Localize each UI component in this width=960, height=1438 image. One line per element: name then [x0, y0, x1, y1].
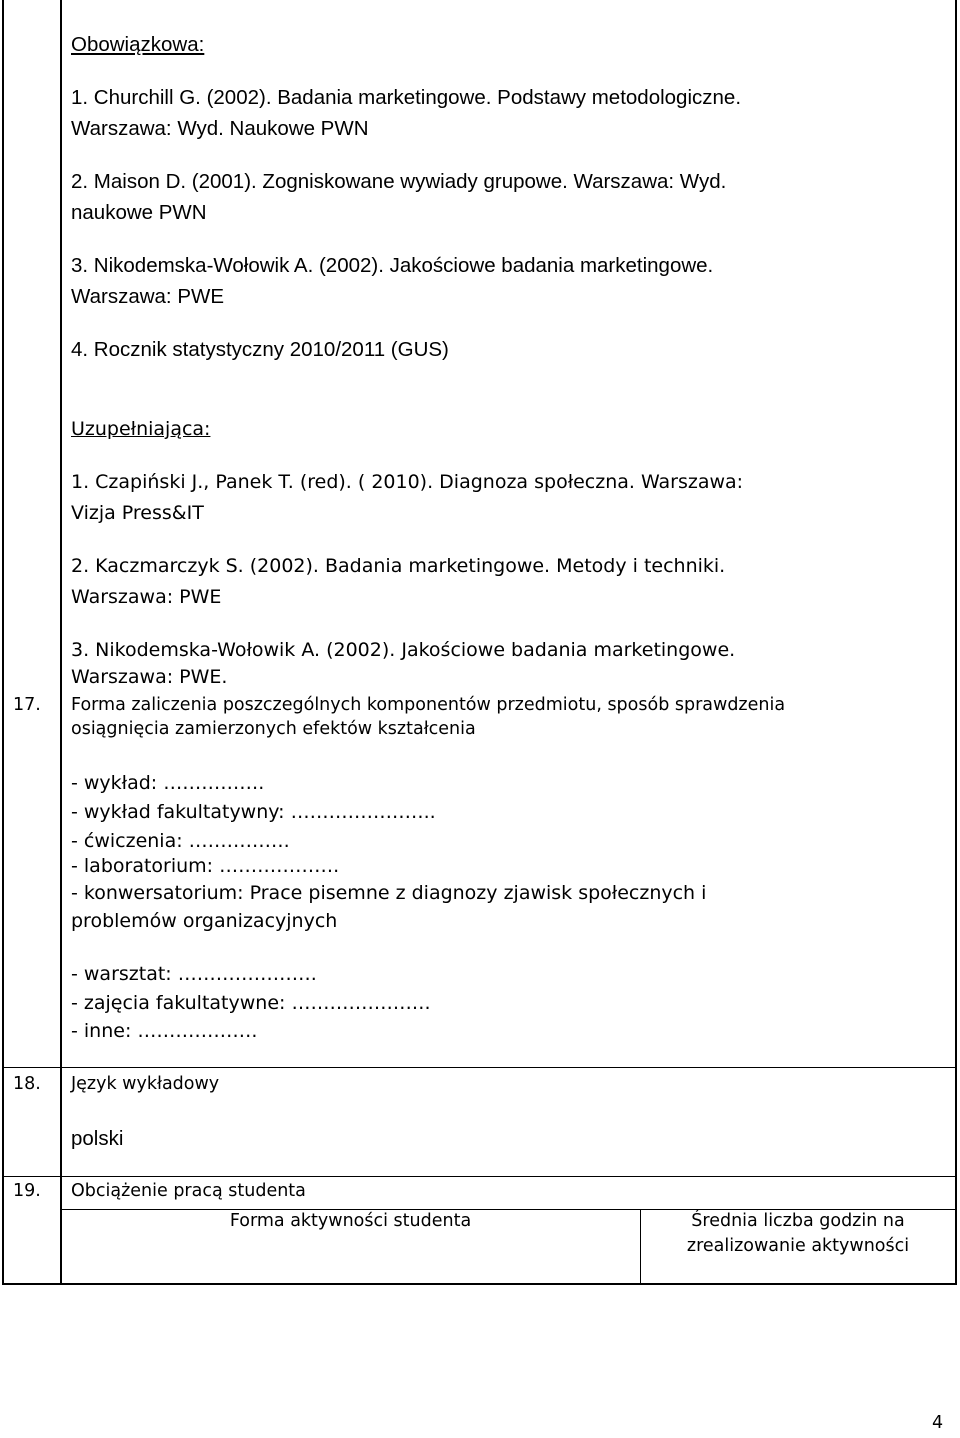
assessment-optional-lecture: - wykład fakultatywny: ………………….. [71, 801, 436, 823]
page-number: 4 [932, 1413, 944, 1433]
supplementary-item-2-line2: Warszawa: PWE [71, 586, 222, 608]
section-17-title-line1: Forma zaliczenia poszczególnych komponentów przedmiotu, sposób sprawdzenia [71, 695, 786, 715]
section-17-number: 17. [13, 695, 41, 715]
assessment-workshop: - warsztat: …………………. [71, 963, 317, 985]
table-border-bottom [2, 1283, 957, 1285]
assessment-optional-classes: - zajęcia fakultatywne: …………………. [71, 992, 431, 1014]
supplementary-item-3-line2: Warszawa: PWE. [71, 666, 228, 688]
mandatory-item-3-line2: Warszawa: PWE [71, 285, 225, 308]
assessment-exercises: - ćwiczenia: ……………. [71, 830, 290, 852]
mandatory-item-1-line1: 1. Churchill G. (2002). Badania marketingowe. Podstawy metodologiczne. [71, 86, 742, 109]
supplementary-item-3-line1: 3. Nikodemska-Wołowik A. (2002). Jakościowe badania marketingowe. [71, 639, 736, 661]
mandatory-item-1-line2: Warszawa: Wyd. Naukowe PWN [71, 117, 369, 140]
mandatory-item-4: 4. Rocznik statystyczny 2010/2011 (GUS) [71, 338, 449, 361]
average-hours-header-line2: zrealizowanie aktywności [686, 1236, 910, 1256]
section-17-title-line2: osiągnięcia zamierzonych efektów kształcenia [71, 719, 476, 739]
assessment-conversatory-line1: - konwersatorium: Prace pisemne z diagnozy zjawisk społecznych i [71, 882, 707, 904]
section-18-value: polski [71, 1127, 124, 1150]
row-divider-19 [2, 1176, 957, 1177]
average-hours-header-line1: Średnia liczba godzin na [691, 1211, 905, 1231]
assessment-conversatory-line2: problemów organizacyjnych [71, 910, 338, 932]
section-18-title: Język wykładowy [71, 1074, 220, 1094]
supplementary-item-1-line1: 1. Czapiński J., Panek T. (red). ( 2010). Diagnoza społeczna. Warszawa: [71, 471, 744, 493]
table-border-right [955, 0, 957, 1285]
activity-form-header: Forma aktywności studenta [229, 1211, 472, 1231]
section-18-number: 18. [13, 1074, 41, 1094]
mandatory-item-2-line2: naukowe PWN [71, 201, 207, 224]
row-divider-18 [2, 1067, 957, 1068]
assessment-other: - inne: ………………. [71, 1020, 258, 1042]
section-19-title: Obciążenie pracą studenta [71, 1181, 306, 1201]
mandatory-item-2-line1: 2. Maison D. (2001). Zogniskowane wywiady grupowe. Warszawa: Wyd. [71, 170, 727, 193]
supplementary-item-2-line1: 2. Kaczmarczyk S. (2002). Badania marketingowe. Metody i techniki. [71, 555, 726, 577]
mandatory-heading: Obowiązkowa: [71, 33, 205, 56]
section-19-number: 19. [13, 1181, 41, 1201]
subtable-top [61, 1209, 956, 1210]
assessment-laboratory: - laboratorium: ………………. [71, 855, 340, 877]
supplementary-heading: Uzupełniająca: [71, 418, 211, 440]
supplementary-item-1-line2: Vizja Press&IT [71, 502, 204, 524]
assessment-lecture: - wykład: ……………. [71, 772, 265, 794]
mandatory-item-3-line1: 3. Nikodemska-Wołowik A. (2002). Jakościowe badania marketingowe. [71, 254, 714, 277]
table-column-divider [60, 0, 62, 1285]
table-border-left [2, 0, 4, 1285]
